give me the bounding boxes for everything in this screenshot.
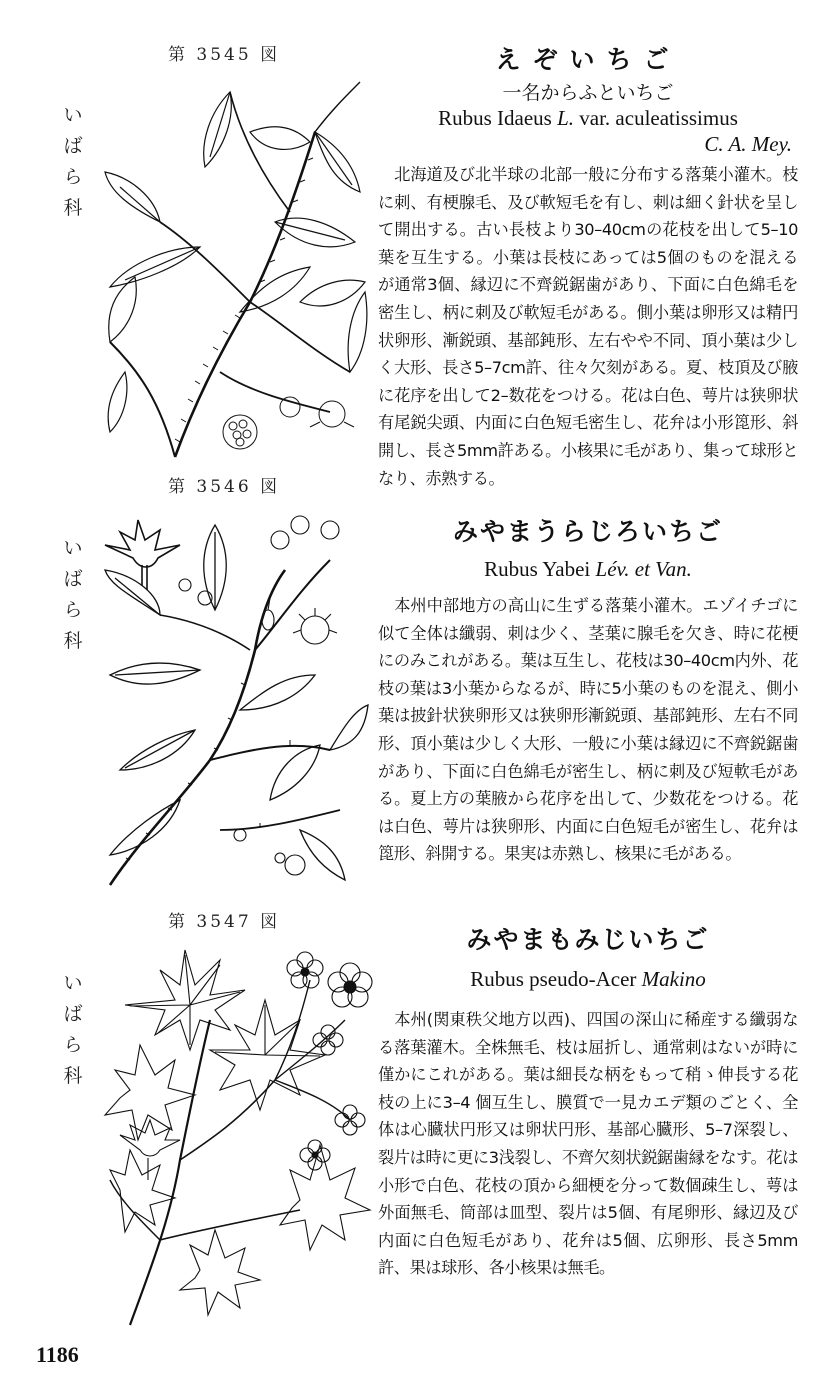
rubus-yabei-illustration <box>100 510 370 890</box>
japanese-name: みやまうらじろいちご <box>452 517 723 546</box>
family-char: 科 <box>63 1065 83 1087</box>
family-char: い <box>63 972 83 994</box>
family-char: ば <box>63 135 83 157</box>
alternate-name: 一名からふといちご <box>502 82 674 104</box>
family-char: 科 <box>63 197 83 219</box>
description <box>378 161 798 492</box>
scientific-name <box>378 556 798 582</box>
authority: Makino <box>641 967 706 991</box>
description-text: 本州(関東秩父地方以西)、四国の深山に稀産する纖弱なる落葉灌木。全株無毛、枝は屈折し、通常刺はないが時に僅かにこれがある。葉は細長な柄をもって稍ゝ伸長する花枝の上に3–4 個互生し、膜質で一見カエデ類のごとく、全体は心臓状円形又は卵状円形、基部心臓形、5–7深裂し、裂片は時に更に3浅裂し、不齊欠刻状鋭鋸歯縁をなす。花は小形で白色、花枝の頂から細梗を分って数個疎生し、萼は外面無毛、筒部は皿型、裂片は5個、有尾卵形、縁辺及び内面に白色短毛があり、花弁は5個、広卵形、長さ5mm許、果は球形、各小核果は無毛。 <box>378 1010 798 1278</box>
scientific-name <box>378 105 798 157</box>
japanese-name: えぞいちご <box>495 45 681 74</box>
authority: L. <box>557 106 575 130</box>
binomial: Rubus Idaeus <box>438 106 552 130</box>
entry-rubus-pseudo-acer <box>378 920 798 1282</box>
family-char: ら <box>63 166 83 188</box>
family-char: ば <box>63 568 83 590</box>
family-char: ば <box>63 1003 83 1025</box>
family-char: い <box>63 104 83 126</box>
scientific-name <box>378 966 798 992</box>
authority: Lév. et Van. <box>595 557 692 581</box>
variety-authority: C. A. Mey. <box>704 132 792 156</box>
entry-rubus-idaeus <box>378 40 798 492</box>
figure-label-3547: 第 3547 図 <box>168 912 281 932</box>
figure-label-3546: 第 3546 図 <box>168 477 281 497</box>
japanese-name: みやまもみじいちご <box>466 925 710 954</box>
binomial: Rubus Yabei <box>484 557 591 581</box>
page-number: 1186 <box>36 1342 79 1367</box>
family-char: ら <box>63 599 83 621</box>
variety: var. aculeatissimus <box>579 106 738 130</box>
rubus-idaeus-illustration <box>100 72 370 462</box>
description <box>378 592 798 868</box>
description <box>378 1006 798 1282</box>
family-label <box>62 968 84 1092</box>
figure-label-3545: 第 3545 図 <box>168 45 281 65</box>
description-text: 北海道及び北半球の北部一般に分布する落葉小灌木。枝に刺、有梗腺毛、及び軟短毛を有し、刺は細く針状を呈して開出する。古い長枝より30–40cmの花枝を出して5–10葉を互生する。小葉は長枝にあっては5個のものを混えるが通常3個、縁辺に不齊鋭鋸歯があり、下面に白色綿毛を密生し、柄に刺及び軟短毛がある。側小葉は卵形又は精円状卵形、漸鋭頭、基部鈍形、左右やや不同、頂小葉は少しく大形、長さ5–7cm許、往々欠刻がある。夏、枝頂及び腋に花序を出して2–数花をつける。花は白色、萼片は狭卵状有尾鋭尖頭、内面に白色短毛密生し、花弁は小形箆形、斜開し、長さ5mm許ある。小核果に毛があり、集って球形となり、赤熟する。 <box>378 165 798 488</box>
entry-rubus-yabei <box>378 512 798 868</box>
family-label <box>62 100 84 224</box>
binomial: Rubus pseudo-Acer <box>470 967 637 991</box>
rubus-pseudo-acer-illustration <box>100 940 370 1330</box>
family-label <box>62 533 84 657</box>
family-char: 科 <box>63 630 83 652</box>
description-text: 本州中部地方の高山に生ずる落葉小灌木。エゾイチゴに似て全体は纖弱、刺は少く、茎葉に腺毛を欠き、時に花梗にのみこれがある。葉は互生し、花枝は30–40cm内外、花枝の葉は3小葉からなるが、時に5小葉のものを混え、側小葉は披針状狭卵形又は狭卵形漸鋭頭、基部鈍形、左右不同形、頂小葉は少しく大形、一般に小葉は縁辺に不齊鋭鋸歯があり、下面に白色綿毛が密生し、柄に刺及び短軟毛がある。夏上方の葉腋から花序を出して、少数花をつける。花は白色、萼片は狭卵形、内面に白色短毛が密生し、花弁は箆形、斜開する。果実は赤熟し、核果に毛がある。 <box>378 596 798 864</box>
family-char: い <box>63 537 83 559</box>
family-char: ら <box>63 1034 83 1056</box>
